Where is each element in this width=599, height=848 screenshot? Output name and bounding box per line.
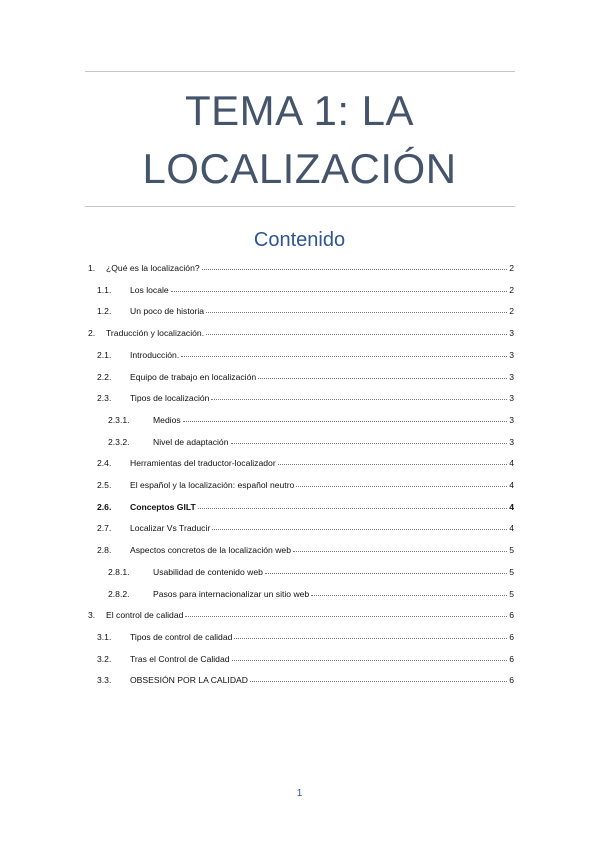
toc-leader-dots [258,378,507,379]
toc-entry[interactable] [97,389,514,403]
toc-entry-number: 2.6. [97,501,112,512]
toc-entry-label: Los locale [130,284,169,295]
toc-entry[interactable] [97,628,514,642]
toc-entry-page: 6 [509,653,514,664]
toc-leader-dots [211,399,507,400]
toc-entry-page: 4 [509,458,514,469]
toc-entry-page: 3 [509,414,514,425]
toc-entry-page: 3 [509,436,514,447]
toc-entry[interactable] [97,454,514,468]
toc-entry-label: Conceptos GILT [130,501,196,512]
toc-entry-number: 2.8. [97,545,112,556]
toc-entry-number: 1.1. [97,284,112,295]
toc-entry-label: El español y la localización: español neutro [130,480,295,490]
toc-entry-label: El control de calidad [106,610,184,621]
toc-entry-label: Introducción. [130,349,180,360]
toc-entry-number: 2.2. [97,371,112,382]
toc-leader-dots [183,421,508,422]
toc-entry-page: 4 [509,523,514,534]
toc-entry-number: 2.1. [97,349,112,360]
toc-entry-page: 2 [509,306,514,317]
document-title-line-1: TEMA 1: LA [184,87,415,134]
toc-leader-dots [185,616,507,617]
toc-entry-label: Pasos para internacionalizar un sitio web [153,588,310,599]
toc-entry-label: OBSESIÓN POR LA CALIDAD [130,675,248,686]
toc-entry-page: 6 [509,610,514,621]
toc-leader-dots [202,269,508,270]
toc-entry[interactable] [108,411,514,425]
toc-leader-dots [181,356,507,357]
toc-leader-dots [171,291,508,292]
toc-entry[interactable] [97,519,514,533]
toc-entry[interactable] [108,585,514,599]
toc-leader-dots [232,660,508,661]
toc-entry[interactable] [97,541,514,555]
toc-entry-number: 2.8.1. [108,566,130,577]
toc-leader-dots [265,573,507,574]
toc-entry-page: 6 [509,675,514,686]
toc-leader-dots [198,508,507,509]
toc-entry-number: 2.8.2. [108,588,130,599]
toc-entry[interactable] [97,498,514,512]
toc-entry-label: Aspectos concretos de la localización web [130,545,291,556]
toc-entry[interactable] [97,671,514,685]
toc-entry-label: Traducción y localización. [106,328,205,339]
toc-leader-dots [278,464,508,465]
toc-entry-label: Medios [153,414,181,425]
toc-entry[interactable] [97,302,514,316]
toc-entry-number: 2. [88,328,96,339]
toc-entry-page: 3 [509,328,514,339]
toc-entry[interactable] [97,650,514,664]
toc-entry-number: 2.3. [97,393,112,404]
document-title-line-2: LOCALIZACIÓN [142,145,457,192]
toc-entry-label: Herramientas del traductor-localizador [130,458,276,469]
toc-entry[interactable] [97,346,514,360]
toc-entry-page: 3 [509,349,514,360]
toc-entry-number: 3.3. [97,675,112,686]
toc-entry-page: 2 [509,263,514,273]
toc-leader-dots [250,681,507,682]
toc-entry[interactable] [97,368,514,382]
toc-entry-number: 3.1. [97,631,112,642]
toc-entry-number: 3. [88,610,96,621]
toc-entry-page: 4 [509,480,514,490]
toc-entry-number: 2.3.2. [108,436,130,447]
toc-entry-page: 6 [509,631,514,642]
toc-leader-dots [212,529,507,530]
toc-entry[interactable] [88,606,514,620]
toc-entry-label: Tipos de localización [130,393,210,404]
toc-entry[interactable] [108,563,514,577]
toc-entry-number: 2.3.1. [108,414,130,425]
toc-entry[interactable] [97,281,514,295]
toc-heading: Contenido [253,229,346,251]
toc-entry-label: Tipos de control de calidad [130,631,233,642]
toc-entry-label: Nivel de adaptación [153,436,229,447]
toc-entry-page: 3 [509,393,514,404]
toc-entry-page: 5 [509,588,514,599]
toc-entry-page: 3 [509,371,514,382]
page-number: 1 [296,788,303,799]
toc-entry-number: 2.7. [97,523,112,534]
toc-entry-label: Tras el Control de Calidad [130,653,230,664]
toc-entry[interactable] [88,324,514,338]
toc-entry[interactable] [88,259,514,273]
toc-entry-number: 1. [88,263,96,273]
toc-leader-dots [206,334,507,335]
toc-entry[interactable] [108,433,514,447]
toc-entry-page: 5 [509,566,514,577]
toc-entry-number: 2.5. [97,480,112,490]
toc-entry[interactable] [97,476,514,490]
toc-leader-dots [231,443,508,444]
toc-entry-page: 5 [509,545,514,556]
toc-entry-label: Localizar Vs Traducir [130,523,211,534]
toc-entry-label: Usabilidad de contenido web [153,566,263,577]
toc-entry-number: 3.2. [97,653,112,664]
toc-leader-dots [234,638,507,639]
toc-entry-number: 2.4. [97,458,112,469]
toc-entry-label: Un poco de historia [130,306,205,317]
toc-leader-dots [293,551,507,552]
toc-entry-label: ¿Qué es la localización? [106,263,200,273]
toc-entry-label: Equipo de trabajo en localización [130,371,257,382]
toc-leader-dots [206,312,507,313]
toc-leader-dots [311,595,507,596]
toc-entry-page: 2 [509,284,514,295]
toc-entry-page: 4 [509,501,514,512]
toc-leader-dots [296,486,507,487]
toc-entry-number: 1.2. [97,306,112,317]
